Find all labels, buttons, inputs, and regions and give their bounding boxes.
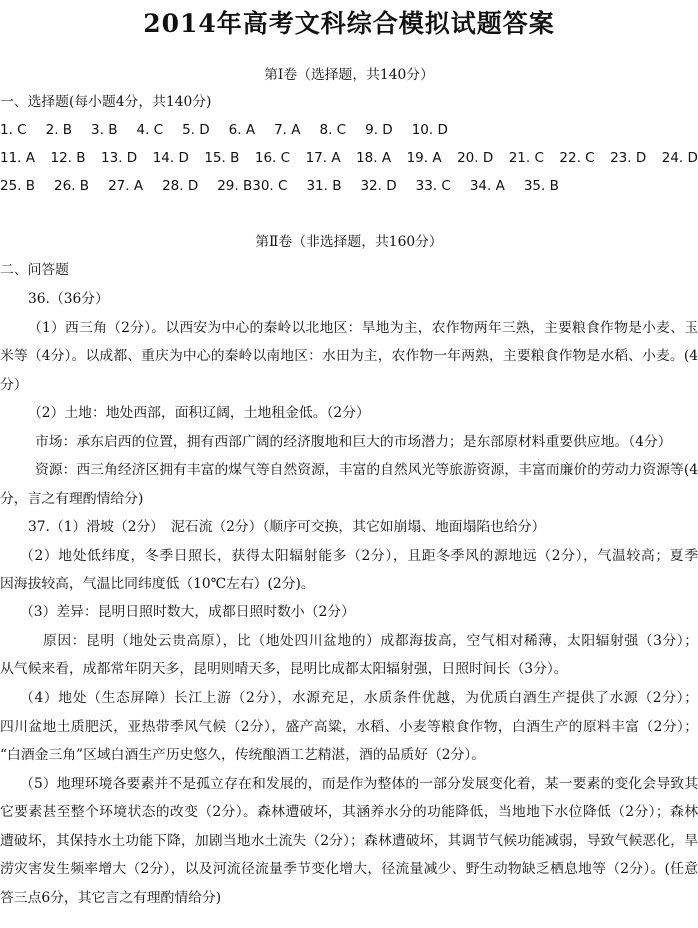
answer-item: 2. B: [45, 122, 73, 138]
answer-item: 20. D: [457, 150, 494, 166]
answer-item: 18. A: [356, 150, 392, 166]
answer-item: 21. C: [508, 150, 544, 166]
answer-item: 6. A: [228, 122, 256, 138]
answer-row: [0, 120, 467, 140]
answer-line: 市场：承东启西的位置，拥有西部广阔的经济腹地和巨大的市场潜力；是东部原材料重要供应地。（4分）: [35, 434, 672, 450]
answer-item: 24. D: [661, 150, 698, 166]
answer-item: 1. C: [0, 122, 27, 138]
answer-line: “白酒金三角”区域白酒生产历史悠久，传统酿酒工艺精湛，酒的品质好（2分）。: [0, 747, 486, 763]
answer-line: 原因：昆明（地处云贵高原），比（地处四川盆地的）成都海拔高，空气相对稀薄，太阳辐射强（3分）；: [43, 633, 698, 649]
answer-item: 11. A: [0, 150, 35, 166]
answer-line: 分，言之有理酌情给分): [0, 491, 144, 507]
answer-item: 32. D: [360, 178, 397, 194]
answer-row: [0, 176, 578, 196]
section-heading-choice: 一、选择题(每小题4分，共140分): [0, 94, 212, 110]
answer-item: 19. A: [406, 150, 442, 166]
answer-line: 它要素甚至整个环境状态的改变（2分）。森林遭破坏，其涵养水分的功能降低，当地地下水位降低（2分）；森林: [0, 804, 698, 820]
answer-item: 25. B: [0, 178, 36, 194]
answer-item: 3. B: [91, 122, 118, 138]
answer-item: 10. D: [411, 122, 448, 138]
part1-heading: 第Ⅰ卷（选择题，共140分）: [264, 67, 434, 83]
question-37-heading: 37.（1）滑坡（2分） 泥石流（2分）（顺序可交换，其它如崩塌、地面塌陷也给分）: [28, 519, 546, 535]
answer-line: 分）: [0, 377, 28, 393]
answer-line: 涝灾害发生频率增大（2分），以及河流径流量季节变化增大，径流量减少、野生动物缺乏栖息地等（2分）。(任意: [0, 861, 698, 877]
answer-item: 34. A: [469, 178, 505, 194]
answer-line: 资源：西三角经济区拥有丰富的煤气等自然资源，丰富的自然风光等旅游资源，丰富而廉价的劳动力资源等(4: [35, 462, 698, 478]
answer-line: 因海拔较高，气温比同纬度低（10℃左右）(2分)。: [0, 576, 315, 592]
answer-item: 26. B: [54, 178, 90, 194]
answer-item: 17. A: [305, 150, 341, 166]
answer-row: [0, 148, 698, 168]
answer-line: （4）地处（生态屏障）长江上游（2分），水源充足，水质条件优越，为优质白酒生产提供了水源（2分）；: [20, 690, 698, 706]
answer-item: 15. B: [204, 150, 240, 166]
answer-line: 答三点6分，其它言之有理酌情给分): [0, 890, 222, 906]
answer-item: 35. B: [523, 178, 559, 194]
answer-item: 23. D: [610, 150, 647, 166]
answer-line: （2）地处低纬度，冬季日照长，获得太阳辐射能多（2分），且距冬季风的源地远（2分），气温较高；夏季: [20, 548, 698, 564]
answer-item: 4. C: [136, 122, 164, 138]
answer-line: 米等（4分）。以成都、重庆为中心的秦岭以南地区：水田为主，农作物一年两熟，主要粮食作物是水稻、小麦。(4: [0, 348, 698, 364]
document-title: 2014年高考文科综合模拟试题答案: [143, 9, 555, 38]
answer-item: 13. D: [101, 150, 138, 166]
answer-item: 29. B30. C: [217, 178, 288, 194]
answer-item: 12. B: [50, 150, 86, 166]
answer-item: 22. C: [559, 150, 595, 166]
answer-line: （5）地理环境各要素并不是孤立存在和发展的，而是作为整体的一部分发展变化着，某一要素的变化会导致其: [20, 776, 698, 792]
answer-line: （2）土地：地处西部，面积辽阔，土地租金低。（2分）: [28, 405, 370, 421]
answer-line: 从气候来看，成都常年阴天多，昆明则晴天多，昆明比成都太阳辐射强，日照时间长（3分）。: [0, 661, 568, 677]
answer-item: 16. C: [254, 150, 291, 166]
answer-line: 四川盆地土质肥沃，亚热带季风气候（2分），盛产高粱，水稻、小麦等粮食作物，白酒生产的原料丰富（2分）；: [0, 719, 698, 735]
answer-item: 31. B: [306, 178, 342, 194]
answer-line: （1）西三角（2分）。以西安为中心的秦岭以北地区：旱地为主，农作物两年三熟，主要粮食作物是小麦、玉: [28, 320, 698, 336]
answer-line: 遭破坏，其保持水土功能下降，加剧当地水土流失（2分）；森林遭破坏，其调节气候功能减弱，导致气候恶化，旱: [0, 833, 698, 849]
answer-item: 27. A: [108, 178, 144, 194]
answer-line: （3）差异：昆明日照时数大，成都日照时数小（2分）: [20, 604, 355, 620]
answer-item: 8. C: [319, 122, 347, 138]
part2-heading: 第Ⅱ卷（非选择题，共160分）: [255, 234, 443, 250]
answer-item: 28. D: [162, 178, 199, 194]
answer-item: 9. D: [365, 122, 393, 138]
answer-item: 14. D: [152, 150, 189, 166]
section-heading-qa: 二、问答题: [0, 262, 69, 278]
answer-item: 7. A: [274, 122, 301, 138]
answer-item: 5. D: [182, 122, 210, 138]
answer-item: 33. C: [415, 178, 451, 194]
question-36-heading: 36.（36分）: [28, 291, 109, 307]
